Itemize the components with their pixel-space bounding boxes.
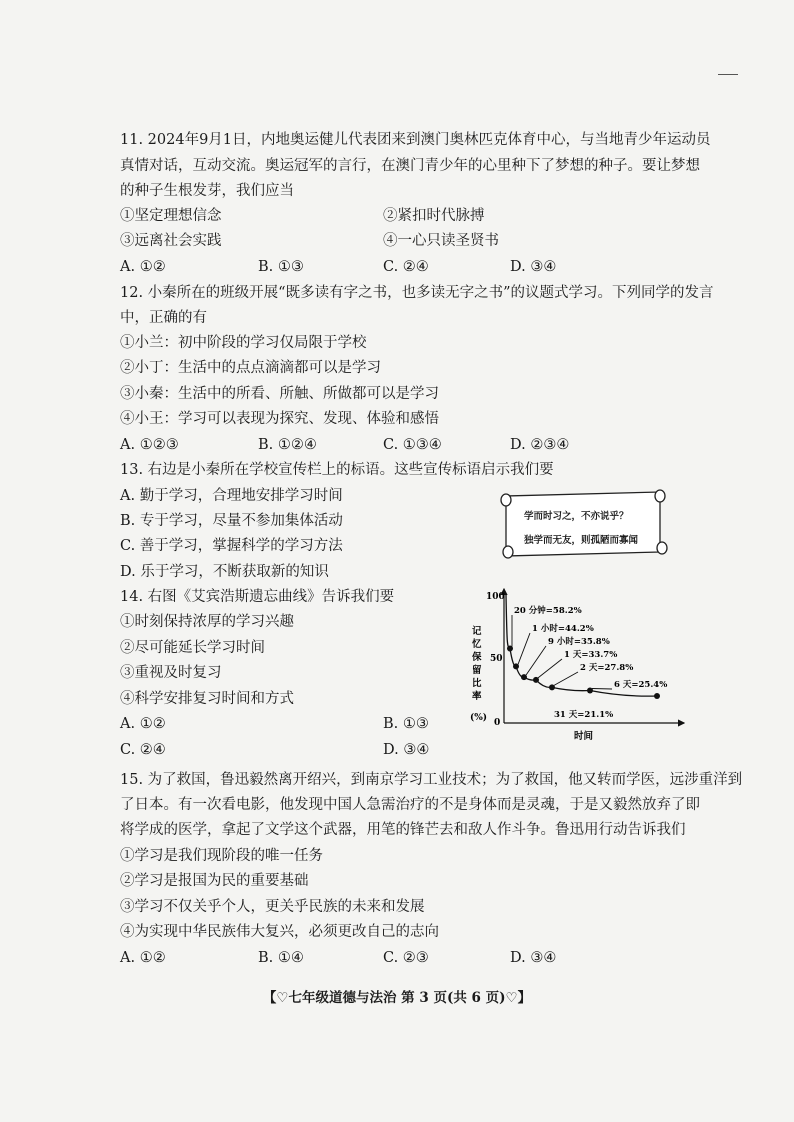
q13-option-a: A. 勤于学习，合理地安排学习时间 [120,488,343,504]
q14-option-c: C. ②④ [120,742,166,758]
label-pointer-2 [518,633,530,664]
y-axis-label [472,625,482,702]
q13-option-d: D. 乐于学习，不断获取新的知识 [120,564,329,580]
data-label-3: 9 小时=35.8% [548,637,610,647]
q12-option-a: A. ①②③ [120,437,179,453]
ylabel-char-1: 记 [472,626,482,637]
q14-item-2: ②尽可能延长学习时间 [120,640,265,656]
q12-item-3: ③小秦：生活中的所看、所触、所做都可以是学习 [120,386,439,402]
q12-option-b: B. ①②④ [258,437,317,453]
q11-item-1: ①坚定理想信念 [120,208,222,224]
q12-stem-line1: 12. 小秦所在的班级开展“既多读有字之书，也多读无字之书”的议题式学习。下列同学的发言 [120,285,714,301]
q15-item-3: ③学习不仅关乎个人，更关乎民族的未来和发展 [120,899,425,915]
q15-item-1: ①学习是我们现阶段的唯一任务 [120,848,323,864]
q12-option-d: D. ②③④ [510,437,570,453]
q12-item-4: ④小王：学习可以表现为探究、发现、体验和感悟 [120,411,439,427]
ylabel-char-6: 率 [472,691,482,702]
q14-item-1: ①时刻保持浓厚的学习兴趣 [120,614,294,630]
data-point-7 [654,693,660,699]
q11-stem-line2: 真情对话，互动交流。奥运冠军的言行，在澳门青少年的心里种下了梦想的种子。要让梦想 [120,158,700,174]
label-pointer-4 [538,659,562,678]
q11-item-2: ②紧扣时代脉搏 [383,208,485,224]
q14-item-3: ③重视及时复习 [120,665,222,681]
q14-option-a: A. ①② [120,716,166,732]
label-pointer-3 [526,646,546,675]
q15-option-b: B. ①④ [258,950,304,966]
q11-stem-line1: 11. 2024年9月1日，内地奥运健儿代表团来到澳门奥林匹克体育中心，与当地青少年运动员 [120,132,711,148]
ylabel-char-5: 比 [472,678,482,689]
page-footer: 【♡七年级道德与法治 第 3 页(共 6 页)♡】 [262,990,532,1006]
chart-svg [452,585,692,745]
q11-item-4: ④一心只读圣贤书 [383,233,499,249]
q11-option-b: B. ①③ [258,259,304,275]
ylabel-char-3: 保 [472,652,482,663]
x-axis-label: 时间 [574,731,594,742]
data-label-6: 6 天=25.4% [614,680,668,690]
q12-item-1: ①小兰：初中阶段的学习仅局限于学校 [120,335,367,351]
q11-option-c: C. ②④ [383,259,429,275]
q14-option-b: B. ①③ [383,716,429,732]
q13-stem: 13. 右边是小秦所在学校宣传栏上的标语。这些宣传标语启示我们要 [120,462,554,478]
slogan-scroll [500,488,668,560]
slogan-2: 独学而无友，则孤陋而寡闻 [524,535,639,546]
q12-item-2: ②小丁：生活中的点点滴滴都可以是学习 [120,360,381,376]
ytick-100: 100 [486,592,505,602]
data-label-1: 20 分钟=58.2% [514,606,582,616]
ylabel-char-2: 忆 [472,639,482,650]
q15-stem-line3: 将学成的医学，拿起了文学这个武器，用笔的锋芒去和敌人作斗争。鲁迅用行动告诉我们 [120,822,686,838]
q15-option-d: D. ③④ [510,950,557,966]
q15-option-a: A. ①② [120,950,166,966]
q14-option-d: D. ③④ [383,742,430,758]
scroll-illustration [500,488,668,560]
ytick-50: 50 [490,654,503,664]
q15-stem-line2: 了日本。有一次看电影，他发现中国人急需治疗的不是身体而是灵魂，于是又毅然放弃了即 [120,797,700,813]
corner-mark [718,74,738,75]
q11-stem-line3: 的种子生根发芽，我们应当 [120,183,294,199]
ylabel-unit: (%) [470,713,488,723]
q11-option-d: D. ③④ [510,259,557,275]
ytick-0: 0 [494,718,501,728]
data-label-2: 1 小时=44.2% [532,624,594,634]
ylabel-char-4: 留 [472,665,482,676]
q12-stem-line2: 中，正确的有 [120,310,207,326]
data-label-4: 1 天=33.7% [564,650,618,660]
q13-option-c: C. 善于学习，掌握科学的学习方法 [120,538,343,554]
forgetting-curve-chart [452,585,692,745]
q11-option-a: A. ①② [120,259,166,275]
q15-option-c: C. ②③ [383,950,429,966]
q15-item-2: ②学习是报国为民的重要基础 [120,873,309,889]
q12-option-c: C. ①③④ [383,437,442,453]
q14-item-4: ④科学安排复习时间和方式 [120,691,294,707]
q13-option-b: B. 专于学习，尽量不参加集体活动 [120,513,343,529]
data-label-7: 31 天=21.1% [554,710,614,720]
slogan-1: 学而时习之，不亦说乎？ [524,511,629,522]
q15-stem-line1: 15. 为了救国，鲁迅毅然离开绍兴，到南京学习工业技术；为了救国，他又转而学医，远涉重洋到 [120,772,743,788]
data-label-5: 2 天=27.8% [580,663,634,673]
q15-item-4: ④为实现中华民族伟大复兴，必须更改自己的志向 [120,924,439,940]
q11-item-3: ③远离社会实践 [120,233,222,249]
label-pointer-6 [592,688,612,689]
label-pointer-5 [554,672,578,685]
q14-stem: 14. 右图《艾宾浩斯遗忘曲线》告诉我们要 [120,589,395,605]
